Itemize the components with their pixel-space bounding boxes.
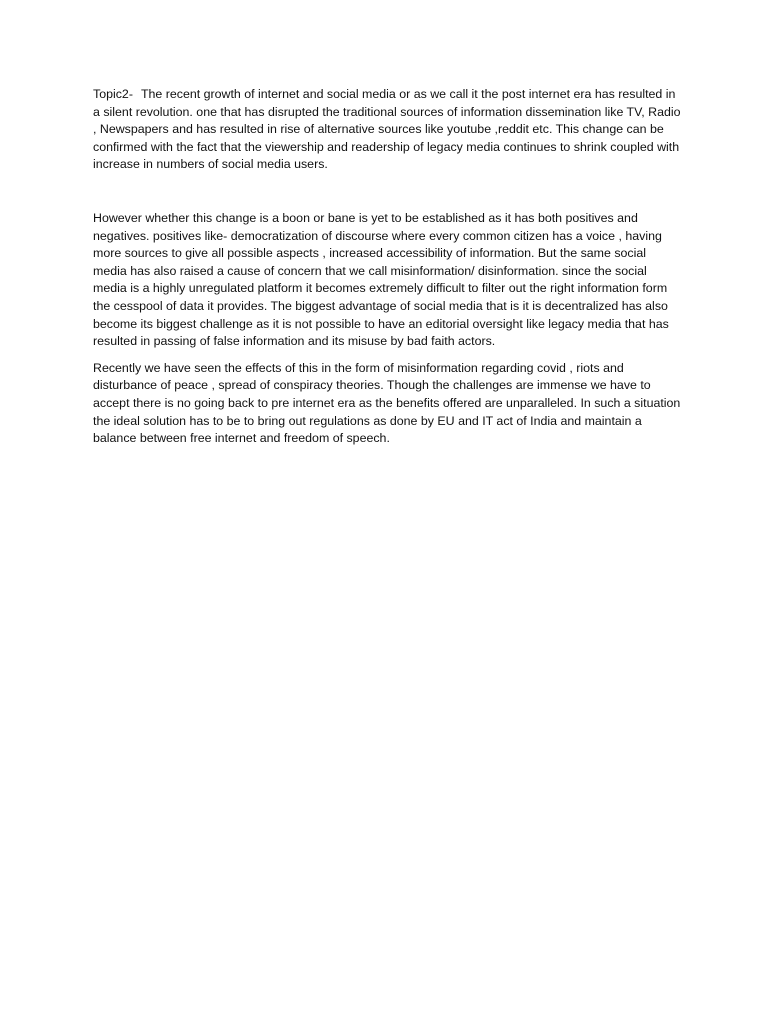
document-body <box>93 86 683 448</box>
paragraph-1-text: The recent growth of internet and social media or as we call it the post internet era has resulted in a silent revolution. one that has disrupted the traditional sources of information dissemination like TV, Radio , Newspapers and has resulted in rise of alternative sources like youtube ,reddit etc. This change can be confirmed with the fact that the viewership and readership of legacy media continues to shrink coupled with increase in numbers of social media users. <box>93 87 681 172</box>
paragraph-2: However whether this change is a boon or bane is yet to be established as it has both positives and negatives. positives like- democratization of discourse where every common citizen has a voice , having more sources to give all possible aspects , increased accessibility of information. But the same social media has also raised a cause of concern that we call misinformation/ disinformation. since the social media is a highly unregulated platform it becomes extremely difficult to filter out the right information form the cesspool of data it provides. The biggest advantage of social media that is it is decentralized has also become its biggest challenge as it is not possible to have an editorial oversight like legacy media that has resulted in passing of false information and its misuse by bad faith actors. <box>93 210 669 349</box>
topic-label: Topic2- <box>93 87 133 101</box>
paragraph-1 <box>93 86 683 174</box>
paragraph-3: Recently we have seen the effects of this in the form of misinformation regarding covid , riots and disturbance of peace , spread of conspiracy theories. Though the challenges are immense we have to accept there is no going back to pre internet era as the benefits offered are unparalleled. In such a situation the ideal solution has to be to bring out regulations as done by EU and IT act of India and maintain a balance between free internet and freedom of speech. <box>93 360 681 446</box>
